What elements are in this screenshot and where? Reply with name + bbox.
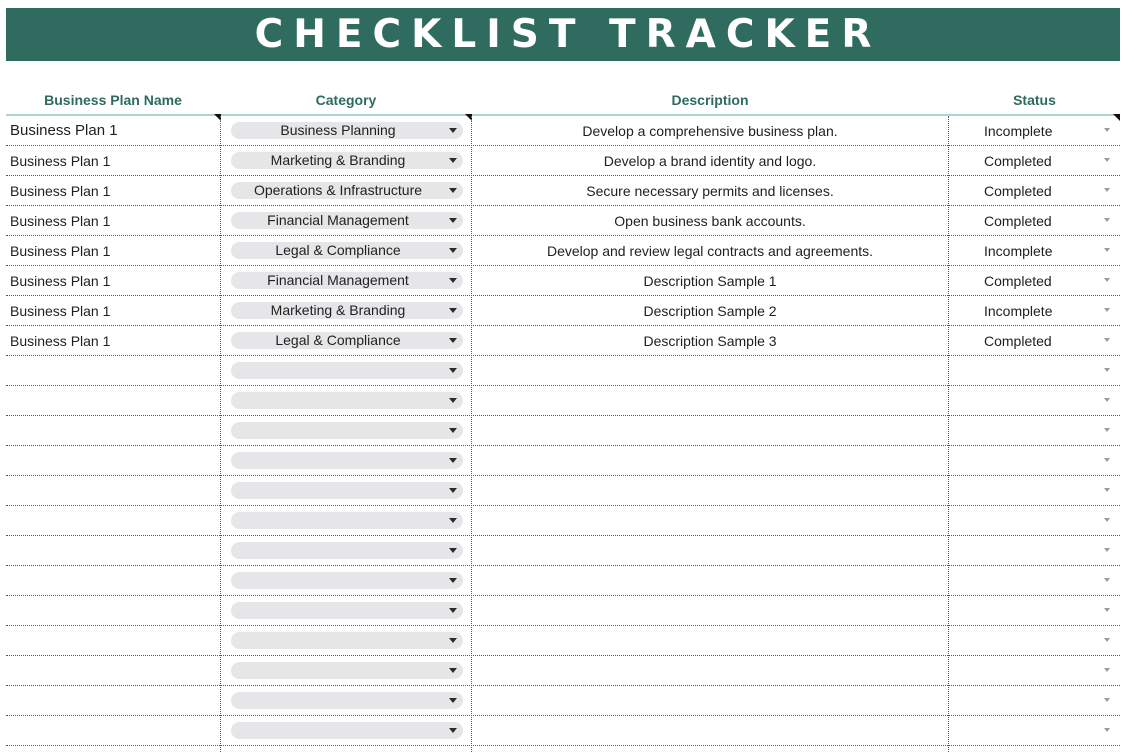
category-dropdown[interactable] [231, 362, 463, 379]
status-dropdown-arrow-icon[interactable] [1104, 608, 1110, 612]
category-value [231, 452, 445, 469]
business-plan-name-cell[interactable] [10, 596, 216, 625]
description-cell[interactable] [472, 476, 948, 505]
description-cell[interactable] [472, 416, 948, 445]
table-row [6, 566, 1120, 596]
description-cell[interactable]: Open business bank accounts. [614, 212, 806, 229]
table-row [6, 446, 1120, 476]
dropdown-arrow-icon[interactable] [449, 158, 457, 163]
status-dropdown[interactable] [984, 446, 1104, 475]
dropdown-arrow-icon[interactable] [449, 638, 457, 643]
category-dropdown[interactable] [231, 482, 463, 499]
dropdown-arrow-icon[interactable] [449, 548, 457, 553]
dropdown-arrow-icon[interactable] [449, 578, 457, 583]
dropdown-arrow-icon[interactable] [449, 338, 457, 343]
status-dropdown-arrow-icon[interactable] [1104, 458, 1110, 462]
category-dropdown[interactable] [231, 422, 463, 439]
column-header-description[interactable]: Description [671, 92, 749, 108]
dropdown-arrow-icon[interactable] [449, 368, 457, 373]
category-value: Operations & Infrastructure [253, 182, 423, 198]
status-dropdown[interactable] [984, 356, 1104, 385]
category-dropdown[interactable] [231, 212, 463, 229]
table-row [6, 416, 1120, 446]
business-plan-name-cell[interactable]: Business Plan 1 [10, 242, 111, 259]
category-dropdown[interactable] [231, 692, 463, 709]
status-dropdown-arrow-icon[interactable] [1104, 248, 1110, 252]
category-value [231, 602, 445, 619]
dropdown-arrow-icon[interactable] [449, 488, 457, 493]
dropdown-arrow-icon[interactable] [449, 308, 457, 313]
category-dropdown[interactable] [231, 392, 463, 409]
status-dropdown[interactable] [984, 626, 1104, 655]
table-row [6, 626, 1120, 656]
status-dropdown-arrow-icon[interactable] [1104, 578, 1110, 582]
description-cell[interactable]: Description Sample 3 [643, 332, 777, 349]
status-dropdown[interactable]: Incomplete [984, 242, 1053, 259]
description-cell[interactable] [472, 356, 948, 385]
table-row [6, 536, 1120, 566]
category-dropdown[interactable] [231, 542, 463, 559]
status-dropdown[interactable] [984, 686, 1104, 715]
category-dropdown[interactable] [231, 152, 463, 169]
business-plan-name-cell[interactable] [10, 536, 216, 565]
table-row [6, 386, 1120, 416]
description-cell[interactable]: Description Sample 2 [643, 302, 777, 319]
category-value [231, 662, 445, 679]
page-title: CHECKLIST TRACKER [254, 12, 882, 57]
category-value [231, 542, 445, 559]
category-value [231, 482, 445, 499]
description-cell[interactable] [472, 566, 948, 595]
status-dropdown[interactable] [984, 566, 1104, 595]
description-cell[interactable] [472, 686, 948, 715]
table-row [6, 266, 1120, 296]
description-cell[interactable] [472, 596, 948, 625]
category-value [231, 392, 445, 409]
status-dropdown[interactable] [984, 596, 1104, 625]
status-dropdown-arrow-icon[interactable] [1104, 398, 1110, 402]
dropdown-arrow-icon[interactable] [449, 608, 457, 613]
dropdown-arrow-icon[interactable] [449, 218, 457, 223]
category-value: Marketing & Branding [270, 302, 406, 318]
table-row [6, 356, 1120, 386]
description-cell[interactable] [472, 446, 948, 475]
business-plan-name-cell[interactable] [10, 386, 216, 415]
dropdown-arrow-icon[interactable] [449, 248, 457, 253]
dropdown-arrow-icon[interactable] [449, 398, 457, 403]
category-value: Marketing & Branding [270, 152, 406, 168]
category-value: Business Planning [280, 122, 396, 138]
category-value: Legal & Compliance [275, 332, 401, 348]
status-dropdown-arrow-icon[interactable] [1104, 668, 1110, 672]
status-dropdown-arrow-icon[interactable] [1104, 548, 1110, 552]
category-dropdown[interactable] [231, 602, 463, 619]
category-value: Financial Management [267, 272, 409, 288]
table-row [6, 506, 1120, 536]
business-plan-name-cell[interactable] [10, 656, 216, 685]
dropdown-arrow-icon[interactable] [449, 668, 457, 673]
table-row [6, 326, 1120, 356]
table-row [6, 596, 1120, 626]
status-dropdown-arrow-icon[interactable] [1104, 338, 1110, 342]
category-value [231, 692, 445, 709]
status-dropdown[interactable]: Completed [984, 182, 1052, 199]
status-dropdown-arrow-icon[interactable] [1104, 428, 1110, 432]
business-plan-name-cell[interactable] [10, 716, 216, 745]
dropdown-arrow-icon[interactable] [449, 128, 457, 133]
category-value [231, 722, 445, 739]
column-header-category[interactable]: Category [315, 92, 377, 108]
status-dropdown-arrow-icon[interactable] [1104, 488, 1110, 492]
dropdown-arrow-icon[interactable] [449, 698, 457, 703]
category-value [231, 362, 445, 379]
business-plan-name-cell[interactable]: Business Plan 1 [10, 182, 111, 199]
category-dropdown[interactable] [231, 662, 463, 679]
dropdown-arrow-icon[interactable] [449, 278, 457, 283]
status-dropdown[interactable] [984, 536, 1104, 565]
category-dropdown[interactable] [231, 572, 463, 589]
column-header-business-plan-name[interactable]: Business Plan Name [44, 92, 182, 108]
description-cell[interactable] [472, 656, 948, 685]
status-dropdown[interactable] [984, 716, 1104, 745]
description-cell[interactable] [472, 536, 948, 565]
business-plan-name-cell[interactable] [10, 506, 216, 535]
description-cell[interactable]: Develop a comprehensive business plan. [582, 122, 838, 139]
description-cell[interactable] [472, 716, 948, 745]
business-plan-name-cell[interactable] [10, 476, 216, 505]
category-dropdown[interactable] [231, 122, 463, 139]
table-row [6, 236, 1120, 266]
status-dropdown-arrow-icon[interactable] [1104, 638, 1110, 642]
business-plan-name-cell[interactable] [10, 416, 216, 445]
status-dropdown[interactable]: Completed [984, 212, 1052, 229]
table-row [6, 176, 1120, 206]
status-dropdown[interactable]: Incomplete [984, 122, 1053, 139]
category-value: Financial Management [267, 212, 409, 228]
status-dropdown-arrow-icon[interactable] [1104, 698, 1110, 702]
table-row [6, 656, 1120, 686]
table-row [6, 116, 1120, 146]
business-plan-name-cell[interactable] [10, 356, 216, 385]
status-dropdown[interactable] [984, 386, 1104, 415]
description-cell[interactable]: Develop a brand identity and logo. [603, 152, 817, 169]
status-dropdown[interactable]: Incomplete [984, 302, 1053, 319]
category-value [231, 572, 445, 589]
business-plan-name-cell[interactable] [10, 566, 216, 595]
description-cell[interactable] [472, 386, 948, 415]
category-dropdown[interactable] [231, 722, 463, 739]
category-dropdown[interactable] [231, 452, 463, 469]
category-dropdown[interactable] [231, 272, 463, 289]
dropdown-arrow-icon[interactable] [449, 188, 457, 193]
description-cell[interactable] [472, 626, 948, 655]
dropdown-arrow-icon[interactable] [449, 728, 457, 733]
business-plan-name-cell[interactable]: Business Plan 1 [10, 332, 111, 349]
status-dropdown-arrow-icon[interactable] [1104, 518, 1110, 522]
status-dropdown[interactable] [984, 656, 1104, 685]
title-bar [6, 8, 1120, 61]
description-cell[interactable]: Secure necessary permits and licenses. [586, 182, 834, 199]
status-dropdown[interactable]: Completed [984, 332, 1052, 349]
dropdown-arrow-icon[interactable] [449, 518, 457, 523]
business-plan-name-cell[interactable] [10, 446, 216, 475]
table-row [6, 716, 1120, 746]
category-dropdown[interactable] [231, 332, 463, 349]
category-dropdown[interactable] [231, 302, 463, 319]
status-dropdown-arrow-icon[interactable] [1104, 188, 1110, 192]
status-dropdown-arrow-icon[interactable] [1104, 728, 1110, 732]
category-dropdown[interactable] [231, 242, 463, 259]
table-row [6, 476, 1120, 506]
category-value [231, 512, 445, 529]
table-row [6, 146, 1120, 176]
category-dropdown[interactable] [231, 182, 463, 199]
description-cell[interactable]: Description Sample 1 [643, 272, 777, 289]
description-cell[interactable]: Develop and review legal contracts and agreements. [546, 242, 874, 259]
status-dropdown[interactable] [984, 506, 1104, 535]
business-plan-name-cell[interactable]: Business Plan 1 [10, 272, 111, 289]
business-plan-name-cell[interactable] [10, 626, 216, 655]
category-dropdown[interactable] [231, 512, 463, 529]
business-plan-name-cell[interactable]: Business Plan 1 [10, 122, 118, 139]
status-dropdown[interactable]: Completed [984, 272, 1052, 289]
business-plan-name-cell[interactable]: Business Plan 1 [10, 152, 111, 169]
status-dropdown[interactable]: Completed [984, 152, 1052, 169]
category-dropdown[interactable] [231, 632, 463, 649]
status-dropdown[interactable] [984, 476, 1104, 505]
category-value [231, 422, 445, 439]
dropdown-arrow-icon[interactable] [449, 428, 457, 433]
status-dropdown-arrow-icon[interactable] [1104, 278, 1110, 282]
category-value [231, 632, 445, 649]
status-dropdown-arrow-icon[interactable] [1104, 128, 1110, 132]
business-plan-name-cell[interactable] [10, 686, 216, 715]
status-dropdown-arrow-icon[interactable] [1104, 308, 1110, 312]
dropdown-arrow-icon[interactable] [449, 458, 457, 463]
status-dropdown-arrow-icon[interactable] [1104, 218, 1110, 222]
column-header-status[interactable]: Status [1013, 92, 1056, 108]
status-dropdown-arrow-icon[interactable] [1104, 368, 1110, 372]
business-plan-name-cell[interactable]: Business Plan 1 [10, 302, 111, 319]
description-cell[interactable] [472, 506, 948, 535]
table-row [6, 296, 1120, 326]
table-row [6, 206, 1120, 236]
status-dropdown[interactable] [984, 416, 1104, 445]
table-row [6, 686, 1120, 716]
status-dropdown-arrow-icon[interactable] [1104, 158, 1110, 162]
category-value: Legal & Compliance [275, 242, 401, 258]
business-plan-name-cell[interactable]: Business Plan 1 [10, 212, 111, 229]
